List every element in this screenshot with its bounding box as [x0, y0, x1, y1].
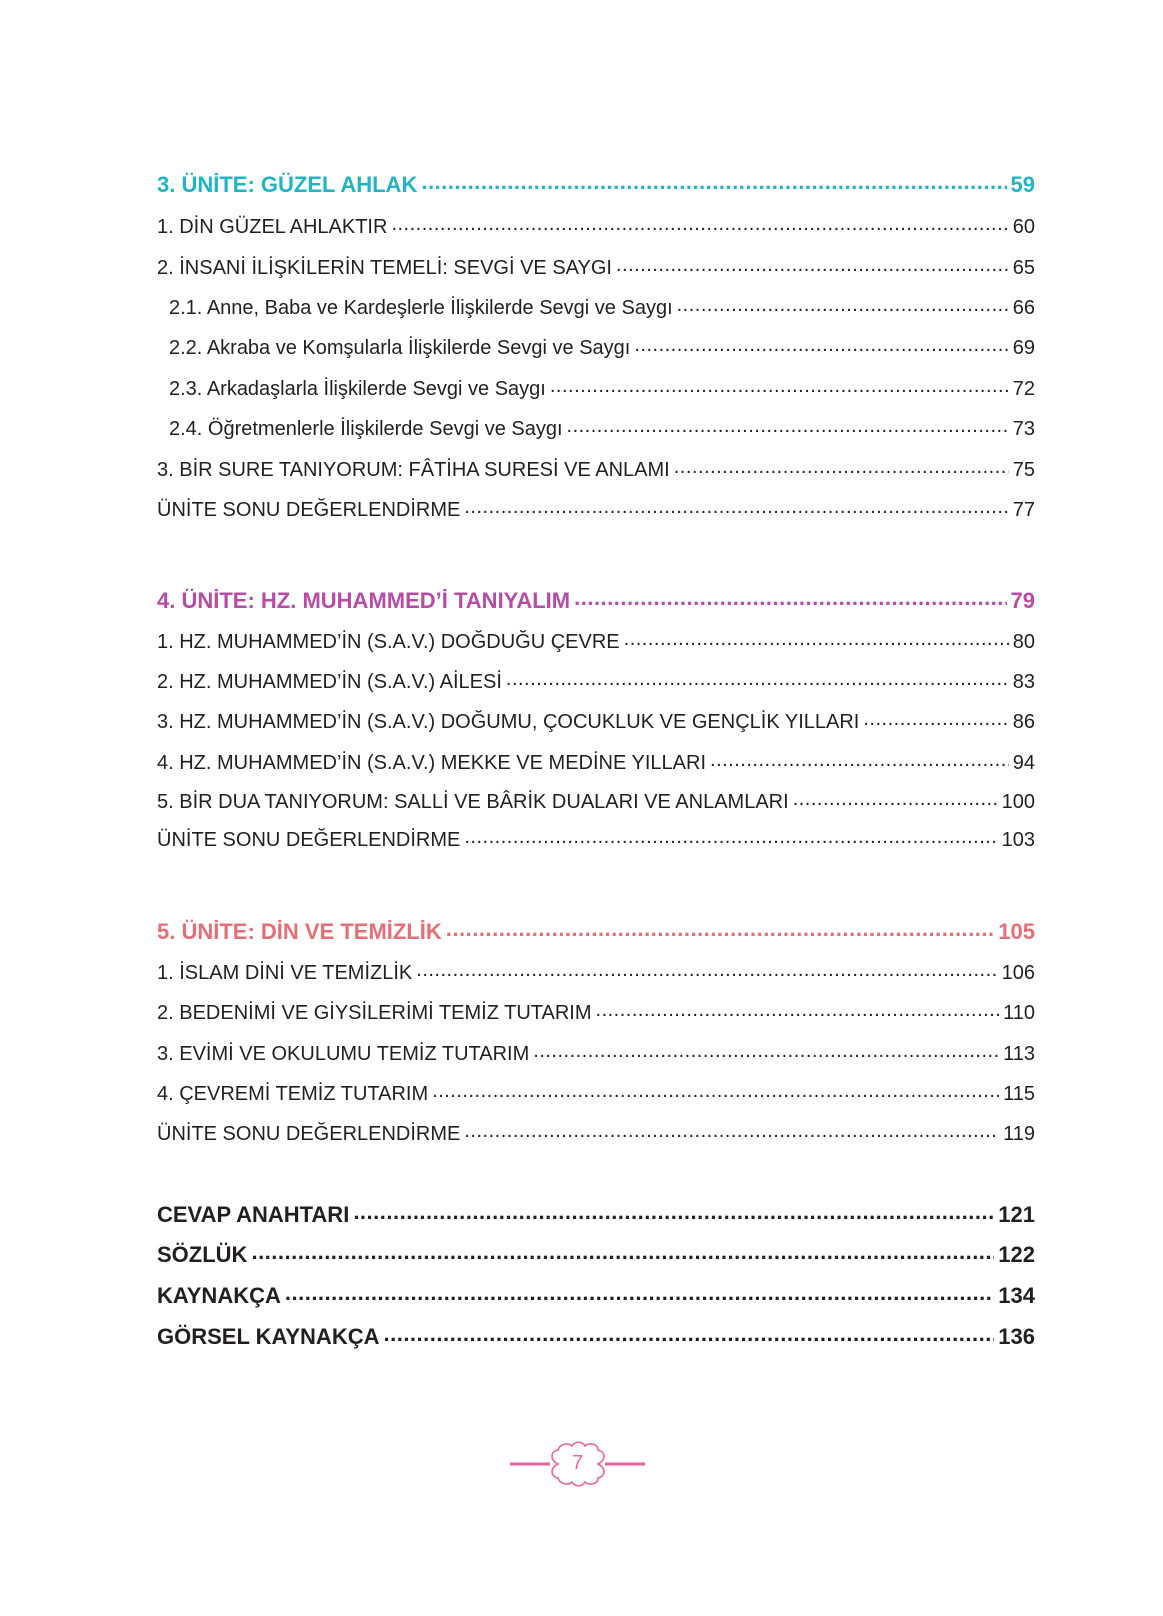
leader-dots [464, 496, 1008, 516]
toc-entry[interactable] [157, 254, 1035, 280]
toc-entry[interactable] [157, 415, 1035, 441]
entry-label: 4. HZ. MUHAMMED’İN (S.A.V.) MEKKE VE MEDİNE YILLARI [157, 752, 707, 774]
toc-entry[interactable] [157, 294, 1035, 320]
leader-dots [416, 959, 997, 979]
leader-dots [574, 586, 1006, 608]
leader-dots [383, 1322, 994, 1344]
entry-label: 1. DİN GÜZEL AHLAKTIR [157, 216, 388, 238]
page-number: 136 [998, 1324, 1035, 1349]
page-number: 60 [1012, 216, 1035, 238]
unit-5-heading[interactable] [157, 917, 1035, 945]
entry-label: ÜNİTE SONU DEĞERLENDİRME [157, 829, 461, 851]
entry-label: 3. BİR SURE TANIYORUM: FÂTİHA SURESİ VE ANLAMI [157, 459, 670, 481]
page-number: 79 [1010, 588, 1035, 613]
toc-entry[interactable] [157, 1120, 1035, 1146]
page-number: 80 [1012, 631, 1035, 653]
leader-dots [533, 1040, 999, 1060]
leader-dots [624, 628, 1009, 648]
entry-label: 3. HZ. MUHAMMED’İN (S.A.V.) DOĞUMU, ÇOCUKLUK VE GENÇLİK YILLARI [157, 711, 860, 733]
entry-label: CEVAP ANAHTARI [157, 1202, 350, 1227]
leader-dots [285, 1281, 994, 1303]
entry-label: 5. BİR DUA TANIYORUM: SALLİ VE BÂRİK DUALARI VE ANLAMLARI [157, 791, 789, 813]
page-number: 7 [571, 1452, 584, 1474]
leader-dots [464, 826, 997, 846]
toc-back-matter-entry[interactable] [157, 1281, 1035, 1309]
page-number: 110 [1003, 1002, 1035, 1024]
leader-dots [550, 375, 1009, 395]
page-number: 122 [998, 1242, 1035, 1267]
toc-entry[interactable] [157, 456, 1035, 482]
leader-dots [677, 294, 1009, 314]
entry-label: 4. ÇEVREMİ TEMİZ TUTARIM [157, 1083, 429, 1105]
toc-entry[interactable] [157, 628, 1035, 654]
page-number: 115 [1003, 1083, 1035, 1105]
leader-dots [863, 708, 1008, 728]
toc-entry[interactable] [157, 375, 1035, 401]
entry-label: 1. HZ. MUHAMMED’İN (S.A.V.) DOĞDUĞU ÇEVRE [157, 631, 620, 653]
unit-title: 5. ÜNİTE: DİN VE TEMİZLİK [157, 919, 442, 944]
page-footer [510, 1440, 645, 1488]
leader-dots [596, 999, 1000, 1019]
toc-entry[interactable] [157, 749, 1035, 775]
unit-title: 4. ÜNİTE: HZ. MUHAMMED’İ TANIYALIM [157, 588, 571, 613]
leader-dots [710, 749, 1009, 769]
entry-label: 2. BEDENİMİ VE GİYSİLERİMİ TEMİZ TUTARIM [157, 1002, 592, 1024]
entry-label: 2.1. Anne, Baba ve Kardeşlerle İlişkilerde Sevgi ve Saygı [169, 297, 673, 319]
toc-entry[interactable] [157, 1080, 1035, 1106]
leader-dots [793, 788, 998, 808]
page-number: 119 [1003, 1123, 1035, 1145]
leader-dots [674, 456, 1009, 476]
page-number: 69 [1012, 337, 1035, 359]
toc-entry[interactable] [157, 334, 1035, 360]
page-number: 134 [998, 1283, 1035, 1308]
page-number: 77 [1012, 499, 1035, 521]
toc-entry[interactable] [157, 826, 1035, 852]
page-number: 86 [1012, 711, 1035, 733]
leader-dots [506, 668, 1009, 688]
page-number: 75 [1012, 459, 1035, 481]
toc-entry[interactable] [157, 959, 1035, 985]
entry-label: 2. HZ. MUHAMMED’İN (S.A.V.) AİLESİ [157, 671, 502, 693]
leader-dots [464, 1120, 999, 1140]
leader-dots [251, 1240, 994, 1262]
leader-dots [391, 213, 1008, 233]
page-number: 106 [1001, 962, 1035, 984]
table-of-contents [157, 0, 1035, 1400]
entry-label: ÜNİTE SONU DEĞERLENDİRME [157, 499, 461, 521]
toc-entry[interactable] [157, 213, 1035, 239]
page-number: 103 [1001, 829, 1035, 851]
unit-title: 3. ÜNİTE: GÜZEL AHLAK [157, 172, 418, 197]
toc-entry[interactable] [157, 999, 1035, 1025]
entry-label: KAYNAKÇA [157, 1283, 281, 1308]
toc-entry[interactable] [157, 496, 1035, 522]
page-number: 59 [1010, 172, 1035, 197]
page-number: 66 [1012, 297, 1035, 319]
page-number: 105 [998, 919, 1035, 944]
entry-label: SÖZLÜK [157, 1242, 248, 1267]
page-number: 100 [1001, 791, 1035, 813]
toc-entry[interactable] [157, 668, 1035, 694]
unit-4-heading[interactable] [157, 586, 1035, 614]
leader-dots [353, 1200, 994, 1222]
unit-3-heading[interactable] [157, 170, 1035, 198]
page-number: 113 [1003, 1043, 1035, 1065]
entry-label: GÖRSEL KAYNAKÇA [157, 1324, 380, 1349]
entry-label: 3. EVİMİ VE OKULUMU TEMİZ TUTARIM [157, 1043, 530, 1065]
leader-dots [616, 254, 1009, 274]
entry-label: 2. İNSANİ İLİŞKİLERİN TEMELİ: SEVGİ VE SAYGI [157, 257, 612, 279]
toc-entry[interactable] [157, 708, 1035, 734]
leader-dots [634, 334, 1008, 354]
toc-back-matter-entry[interactable] [157, 1240, 1035, 1268]
entry-label: 2.2. Akraba ve Komşularla İlişkilerde Sevgi ve Saygı [169, 337, 631, 359]
leader-dots [421, 170, 1006, 192]
page-number: 72 [1012, 378, 1035, 400]
toc-entry[interactable] [157, 1040, 1035, 1066]
entry-label: 1. İSLAM DİNİ VE TEMİZLİK [157, 962, 413, 984]
page-number: 94 [1012, 752, 1035, 774]
page-number: 83 [1012, 671, 1035, 693]
toc-back-matter-entry[interactable] [157, 1200, 1035, 1228]
page-number: 65 [1012, 257, 1035, 279]
leader-dots [432, 1080, 999, 1100]
entry-label: ÜNİTE SONU DEĞERLENDİRME [157, 1123, 461, 1145]
toc-entry[interactable] [157, 788, 1035, 814]
page-number: 73 [1012, 418, 1035, 440]
entry-label: 2.4. Öğretmenlerle İlişkilerde Sevgi ve Saygı [169, 418, 563, 440]
entry-label: 2.3. Arkadaşlarla İlişkilerde Sevgi ve Saygı [169, 378, 546, 400]
leader-dots [446, 917, 994, 939]
toc-back-matter-entry[interactable] [157, 1322, 1035, 1350]
leader-dots [567, 415, 1009, 435]
page-number: 121 [998, 1202, 1035, 1227]
